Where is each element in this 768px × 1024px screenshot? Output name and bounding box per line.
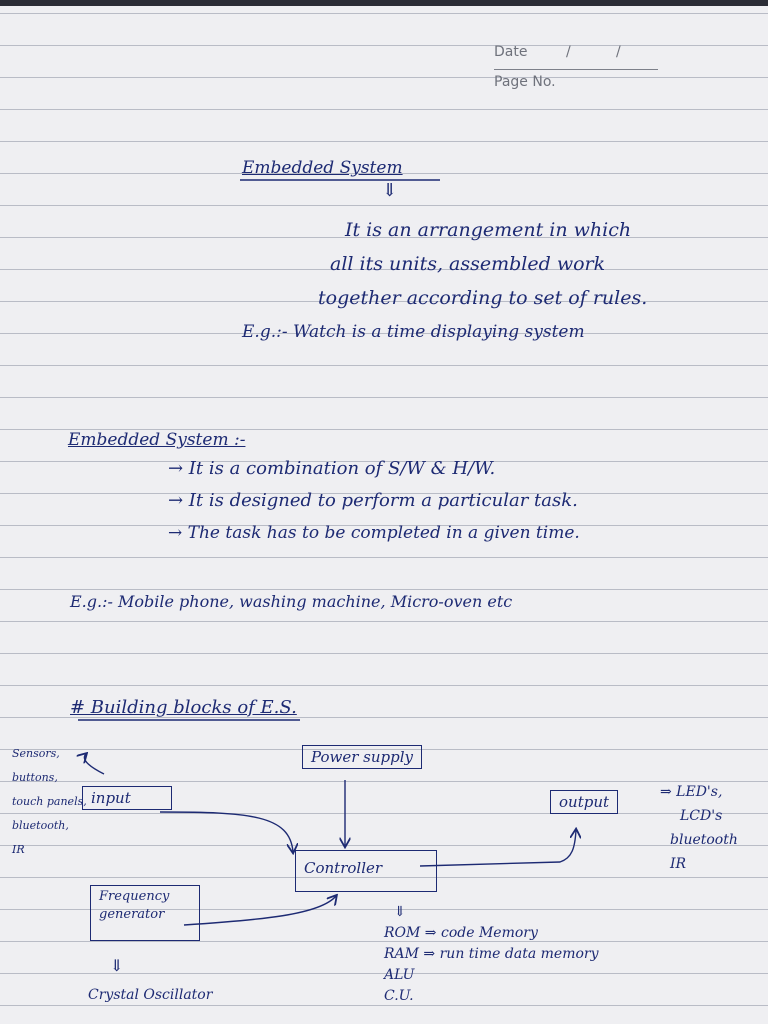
freq-down-arrow: ⇓ xyxy=(110,956,124,975)
controller-notes xyxy=(384,902,599,1007)
frequency-generator-box: Frequency generator xyxy=(90,885,200,941)
date-label: Date xyxy=(494,44,528,60)
freq-to-controller-arrow xyxy=(184,896,336,925)
definition-line: It is an arrangement in which xyxy=(345,219,632,241)
example-line: E.g.:- Mobile phone, washing machine, Micro-oven etc xyxy=(70,592,513,611)
output-box: output xyxy=(550,790,618,814)
input-notes xyxy=(12,742,87,862)
notes-to-input-arrow xyxy=(84,754,104,774)
output-note: LCD's xyxy=(680,808,723,824)
section1-title: Embedded System xyxy=(242,158,403,178)
section2-title: Embedded System :- xyxy=(68,430,246,450)
controller-note: ⇓ xyxy=(394,904,406,920)
input-note: touch panels, xyxy=(12,795,87,808)
output-note: bluetooth xyxy=(670,832,738,848)
controller-to-output-arrow xyxy=(420,830,576,866)
controller-note: RAM ⇒ run time data memory xyxy=(384,946,599,962)
top-edge xyxy=(0,0,768,6)
output-notes xyxy=(660,780,738,876)
section3-title: # Building blocks of E.S. xyxy=(70,697,297,718)
definition-line: together according to set of rules. xyxy=(318,287,648,309)
crystal-oscillator-label: Crystal Oscillator xyxy=(88,987,213,1003)
controller-box: Controller xyxy=(295,850,437,892)
input-note: Sensors, xyxy=(12,747,60,760)
date-slash: / xyxy=(616,44,621,60)
bullet-line: → It is a combination of S/W & H/W. xyxy=(168,458,496,479)
bullet-line: → It is designed to perform a particular task. xyxy=(168,490,578,511)
power-supply-box: Power supply xyxy=(302,745,422,769)
definition-line: all its units, assembled work xyxy=(330,253,606,275)
example-line: E.g.:- Watch is a time displaying system xyxy=(242,322,585,342)
bullet-line: → The task has to be completed in a given time. xyxy=(168,523,580,543)
controller-note: ROM ⇒ code Memory xyxy=(384,925,538,941)
controller-note: C.U. xyxy=(384,988,414,1004)
page-no-label: Page No. xyxy=(494,74,556,90)
down-arrow: ⇓ xyxy=(382,180,398,201)
output-note: IR xyxy=(670,856,687,872)
input-to-controller-arrow xyxy=(160,812,293,852)
output-note: ⇒ LED's, xyxy=(660,784,723,800)
date-rule xyxy=(494,69,658,70)
input-box: input xyxy=(82,786,172,810)
page-header xyxy=(494,44,658,104)
input-note: IR xyxy=(12,843,25,856)
date-slash: / xyxy=(566,44,571,60)
controller-note: ALU xyxy=(384,967,415,983)
input-note: bluetooth, xyxy=(12,819,69,832)
input-note: buttons, xyxy=(12,771,58,784)
